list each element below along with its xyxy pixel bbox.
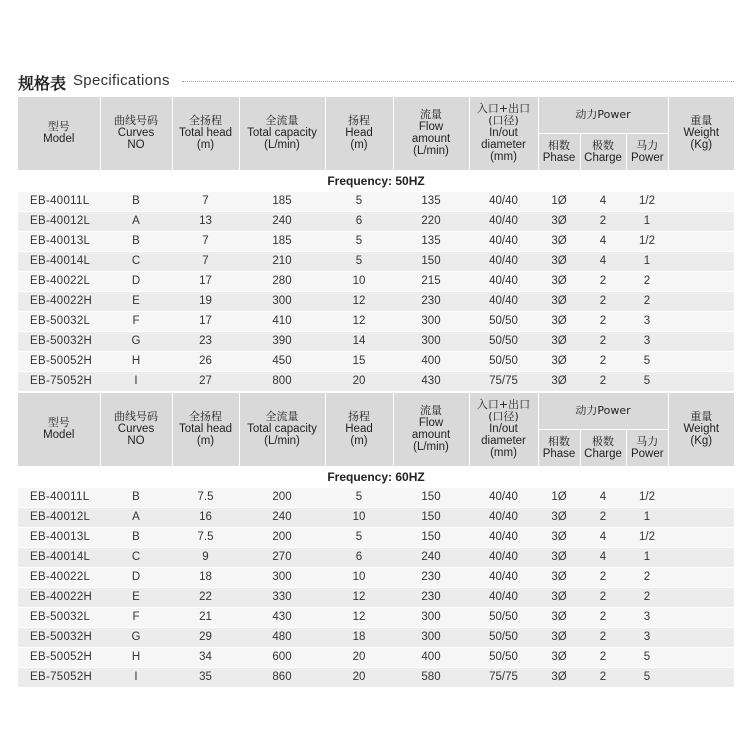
cell-total-head: 17: [172, 311, 239, 331]
cell-hp: 3: [626, 607, 668, 627]
cell-flow: 300: [393, 331, 469, 351]
cell-model: EB-40011L: [18, 192, 100, 212]
cell-weight: [668, 667, 734, 687]
cell-charge: 4: [580, 192, 626, 212]
cell-head: 10: [325, 271, 393, 291]
cell-head: 12: [325, 587, 393, 607]
cell-model: EB-50032L: [18, 311, 100, 331]
cell-diameter: 40/40: [469, 211, 538, 231]
col-phase: 相数 Phase: [538, 429, 580, 466]
cell-total-capacity: 240: [239, 507, 325, 527]
cell-total-capacity: 300: [239, 291, 325, 311]
cell-curves: B: [100, 231, 172, 251]
col-total-capacity: 全流量 Total capacity (L/min): [239, 393, 325, 466]
col-model: 型号 Model: [18, 97, 100, 170]
cell-curves: D: [100, 271, 172, 291]
frequency-row: [18, 466, 734, 488]
col-total-head: 全扬程 Total head (m): [172, 97, 239, 170]
cell-curves: A: [100, 211, 172, 231]
cell-total-head: 9: [172, 547, 239, 567]
col-power-group: 动力Power: [538, 97, 668, 133]
cell-head: 20: [325, 647, 393, 667]
cell-total-head: 7.5: [172, 488, 239, 508]
cell-head: 12: [325, 607, 393, 627]
col-weight: 重量 Weight (Kg): [668, 97, 734, 170]
table-row: [18, 371, 734, 391]
cell-total-capacity: 210: [239, 251, 325, 271]
cell-model: EB-50052H: [18, 351, 100, 371]
cell-flow: 230: [393, 567, 469, 587]
cell-total-capacity: 390: [239, 331, 325, 351]
cell-phase: 3Ø: [538, 527, 580, 547]
col-head: 扬程 Head (m): [325, 97, 393, 170]
table-row: [18, 291, 734, 311]
cell-model: EB-75052H: [18, 667, 100, 687]
table-row: [18, 587, 734, 607]
cell-phase: 3Ø: [538, 371, 580, 391]
col-curves: 曲线号码 Curves NO: [100, 97, 172, 170]
col-hp: 马力 Power: [626, 133, 668, 170]
cell-phase: 1Ø: [538, 192, 580, 212]
cell-head: 12: [325, 291, 393, 311]
cell-head: 20: [325, 371, 393, 391]
cell-charge: 4: [580, 488, 626, 508]
cell-hp: 1: [626, 547, 668, 567]
cell-charge: 2: [580, 607, 626, 627]
cell-phase: 3Ø: [538, 627, 580, 647]
cell-weight: [668, 211, 734, 231]
cell-model: EB-75052H: [18, 371, 100, 391]
cell-total-capacity: 450: [239, 351, 325, 371]
cell-charge: 2: [580, 291, 626, 311]
cell-hp: 3: [626, 627, 668, 647]
cell-weight: [668, 231, 734, 251]
cell-diameter: 75/75: [469, 371, 538, 391]
cell-total-head: 18: [172, 567, 239, 587]
title-english: Specifications: [73, 72, 170, 89]
cell-phase: 3Ø: [538, 231, 580, 251]
cell-curves: F: [100, 607, 172, 627]
col-curves: 曲线号码 Curves NO: [100, 393, 172, 466]
cell-head: 5: [325, 231, 393, 251]
cell-flow: 300: [393, 627, 469, 647]
col-model: 型号 Model: [18, 393, 100, 466]
table-row: [18, 271, 734, 291]
cell-weight: [668, 331, 734, 351]
cell-total-capacity: 430: [239, 607, 325, 627]
cell-total-capacity: 280: [239, 271, 325, 291]
cell-phase: 3Ø: [538, 667, 580, 687]
cell-phase: 3Ø: [538, 251, 580, 271]
cell-total-capacity: 300: [239, 567, 325, 587]
cell-diameter: 50/50: [469, 351, 538, 371]
cell-head: 18: [325, 627, 393, 647]
cell-model: EB-40014L: [18, 547, 100, 567]
cell-flow: 150: [393, 507, 469, 527]
cell-charge: 4: [580, 251, 626, 271]
cell-total-head: 7.5: [172, 527, 239, 547]
cell-diameter: 50/50: [469, 607, 538, 627]
col-flow: 流量 Flow amount (L/min): [393, 393, 469, 466]
table-row: [18, 567, 734, 587]
col-phase: 相数 Phase: [538, 133, 580, 170]
cell-curves: H: [100, 647, 172, 667]
cell-total-capacity: 800: [239, 371, 325, 391]
cell-head: 5: [325, 527, 393, 547]
cell-model: EB-50032H: [18, 331, 100, 351]
cell-charge: 2: [580, 311, 626, 331]
cell-curves: I: [100, 667, 172, 687]
frequency-label: Frequency: 60HZ: [18, 466, 734, 488]
frequency-label: Frequency: 50HZ: [18, 170, 734, 192]
cell-total-head: 34: [172, 647, 239, 667]
cell-phase: 3Ø: [538, 507, 580, 527]
cell-hp: 1/2: [626, 231, 668, 251]
cell-flow: 580: [393, 667, 469, 687]
cell-hp: 1: [626, 251, 668, 271]
cell-weight: [668, 488, 734, 508]
col-total-head: 全扬程 Total head (m): [172, 393, 239, 466]
cell-total-head: 35: [172, 667, 239, 687]
cell-hp: 3: [626, 331, 668, 351]
cell-charge: 2: [580, 567, 626, 587]
cell-model: EB-50032H: [18, 627, 100, 647]
cell-diameter: 50/50: [469, 627, 538, 647]
cell-curves: F: [100, 311, 172, 331]
cell-total-head: 29: [172, 627, 239, 647]
cell-charge: 2: [580, 371, 626, 391]
col-power-group: 动力Power: [538, 393, 668, 429]
cell-curves: B: [100, 527, 172, 547]
cell-total-head: 22: [172, 587, 239, 607]
cell-diameter: 40/40: [469, 488, 538, 508]
cell-curves: B: [100, 192, 172, 212]
cell-curves: A: [100, 507, 172, 527]
cell-phase: 3Ø: [538, 547, 580, 567]
cell-total-head: 7: [172, 231, 239, 251]
cell-total-head: 23: [172, 331, 239, 351]
cell-diameter: 40/40: [469, 231, 538, 251]
cell-phase: 1Ø: [538, 488, 580, 508]
title-divider: [182, 81, 734, 82]
table-row: [18, 507, 734, 527]
table-row: [18, 311, 734, 331]
cell-total-head: 21: [172, 607, 239, 627]
cell-model: EB-50032L: [18, 607, 100, 627]
cell-flow: 240: [393, 547, 469, 567]
cell-model: EB-40014L: [18, 251, 100, 271]
cell-flow: 230: [393, 587, 469, 607]
cell-weight: [668, 192, 734, 212]
col-head: 扬程 Head (m): [325, 393, 393, 466]
cell-flow: 220: [393, 211, 469, 231]
table-row: [18, 667, 734, 687]
cell-charge: 2: [580, 647, 626, 667]
cell-weight: [668, 627, 734, 647]
cell-flow: 430: [393, 371, 469, 391]
cell-head: 20: [325, 667, 393, 687]
cell-total-capacity: 185: [239, 231, 325, 251]
table-row: [18, 527, 734, 547]
col-diameter: 入口+出口 (口径) In/out diameter (mm): [469, 97, 538, 170]
cell-charge: 4: [580, 231, 626, 251]
cell-weight: [668, 607, 734, 627]
cell-phase: 3Ø: [538, 331, 580, 351]
cell-phase: 3Ø: [538, 647, 580, 667]
cell-weight: [668, 291, 734, 311]
cell-flow: 135: [393, 192, 469, 212]
cell-curves: E: [100, 291, 172, 311]
cell-flow: 400: [393, 351, 469, 371]
cell-hp: 5: [626, 647, 668, 667]
cell-head: 10: [325, 567, 393, 587]
table-row: [18, 231, 734, 251]
table-row: [18, 547, 734, 567]
table-row: [18, 251, 734, 271]
cell-hp: 2: [626, 587, 668, 607]
cell-hp: 1: [626, 507, 668, 527]
header-row-top: [18, 393, 734, 429]
cell-diameter: 50/50: [469, 647, 538, 667]
cell-head: 14: [325, 331, 393, 351]
cell-hp: 1/2: [626, 527, 668, 547]
col-total-capacity: 全流量 Total capacity (L/min): [239, 97, 325, 170]
cell-phase: 3Ø: [538, 351, 580, 371]
cell-hp: 5: [626, 371, 668, 391]
cell-model: EB-40022H: [18, 291, 100, 311]
cell-model: EB-40012L: [18, 507, 100, 527]
cell-weight: [668, 271, 734, 291]
frequency-row: [18, 170, 734, 192]
cell-head: 6: [325, 211, 393, 231]
cell-model: EB-40022L: [18, 567, 100, 587]
cell-model: EB-40013L: [18, 527, 100, 547]
spec-table-60hz: [18, 393, 734, 688]
col-weight: 重量 Weight (Kg): [668, 393, 734, 466]
cell-hp: 2: [626, 271, 668, 291]
table-row: [18, 627, 734, 647]
cell-charge: 2: [580, 331, 626, 351]
cell-diameter: 40/40: [469, 291, 538, 311]
cell-flow: 215: [393, 271, 469, 291]
cell-hp: 1/2: [626, 192, 668, 212]
cell-curves: G: [100, 627, 172, 647]
cell-head: 5: [325, 488, 393, 508]
cell-total-head: 26: [172, 351, 239, 371]
cell-charge: 2: [580, 587, 626, 607]
cell-flow: 400: [393, 647, 469, 667]
cell-model: EB-40012L: [18, 211, 100, 231]
cell-model: EB-40013L: [18, 231, 100, 251]
cell-total-head: 16: [172, 507, 239, 527]
cell-diameter: 40/40: [469, 587, 538, 607]
cell-hp: 2: [626, 567, 668, 587]
col-charge: 极数 Charge: [580, 133, 626, 170]
cell-weight: [668, 547, 734, 567]
cell-flow: 300: [393, 311, 469, 331]
cell-charge: 2: [580, 667, 626, 687]
table-row: [18, 647, 734, 667]
cell-weight: [668, 507, 734, 527]
cell-weight: [668, 527, 734, 547]
cell-phase: 3Ø: [538, 311, 580, 331]
cell-weight: [668, 567, 734, 587]
cell-hp: 5: [626, 351, 668, 371]
cell-total-head: 17: [172, 271, 239, 291]
cell-total-capacity: 270: [239, 547, 325, 567]
cell-charge: 2: [580, 271, 626, 291]
cell-total-capacity: 480: [239, 627, 325, 647]
cell-diameter: 40/40: [469, 192, 538, 212]
cell-diameter: 75/75: [469, 667, 538, 687]
cell-head: 15: [325, 351, 393, 371]
title-chinese: 规格表: [18, 74, 67, 93]
table-row: [18, 488, 734, 508]
cell-curves: D: [100, 567, 172, 587]
cell-flow: 150: [393, 527, 469, 547]
header-row-top: [18, 97, 734, 133]
cell-head: 6: [325, 547, 393, 567]
cell-flow: 300: [393, 607, 469, 627]
cell-diameter: 40/40: [469, 547, 538, 567]
table-row: [18, 192, 734, 212]
cell-model: EB-40011L: [18, 488, 100, 508]
col-diameter: 入口+出口 (口径) In/out diameter (mm): [469, 393, 538, 466]
cell-head: 5: [325, 192, 393, 212]
cell-head: 12: [325, 311, 393, 331]
cell-phase: 3Ø: [538, 567, 580, 587]
cell-curves: H: [100, 351, 172, 371]
cell-diameter: 40/40: [469, 527, 538, 547]
cell-curves: I: [100, 371, 172, 391]
cell-curves: C: [100, 251, 172, 271]
cell-diameter: 50/50: [469, 331, 538, 351]
cell-hp: 1: [626, 211, 668, 231]
cell-weight: [668, 311, 734, 331]
cell-curves: G: [100, 331, 172, 351]
cell-diameter: 40/40: [469, 507, 538, 527]
cell-charge: 4: [580, 547, 626, 567]
cell-total-capacity: 240: [239, 211, 325, 231]
cell-hp: 3: [626, 311, 668, 331]
table-row: [18, 331, 734, 351]
cell-diameter: 40/40: [469, 251, 538, 271]
table-row: [18, 211, 734, 231]
cell-total-head: 19: [172, 291, 239, 311]
cell-phase: 3Ø: [538, 271, 580, 291]
cell-head: 10: [325, 507, 393, 527]
cell-flow: 135: [393, 231, 469, 251]
cell-model: EB-40022L: [18, 271, 100, 291]
cell-total-capacity: 860: [239, 667, 325, 687]
cell-charge: 2: [580, 211, 626, 231]
cell-curves: E: [100, 587, 172, 607]
cell-total-capacity: 330: [239, 587, 325, 607]
col-hp: 马力 Power: [626, 429, 668, 466]
cell-head: 5: [325, 251, 393, 271]
cell-model: EB-40022H: [18, 587, 100, 607]
cell-phase: 3Ø: [538, 211, 580, 231]
cell-diameter: 40/40: [469, 271, 538, 291]
cell-phase: 3Ø: [538, 291, 580, 311]
cell-total-capacity: 600: [239, 647, 325, 667]
cell-flow: 230: [393, 291, 469, 311]
cell-curves: B: [100, 488, 172, 508]
cell-weight: [668, 251, 734, 271]
cell-charge: 2: [580, 351, 626, 371]
cell-total-head: 13: [172, 211, 239, 231]
cell-weight: [668, 371, 734, 391]
cell-charge: 2: [580, 507, 626, 527]
cell-total-capacity: 200: [239, 527, 325, 547]
cell-total-head: 7: [172, 251, 239, 271]
cell-weight: [668, 587, 734, 607]
cell-curves: C: [100, 547, 172, 567]
col-flow: 流量 Flow amount (L/min): [393, 97, 469, 170]
cell-total-capacity: 200: [239, 488, 325, 508]
cell-weight: [668, 351, 734, 371]
cell-total-head: 7: [172, 192, 239, 212]
cell-hp: 5: [626, 667, 668, 687]
spec-title: [18, 71, 734, 93]
cell-charge: 4: [580, 527, 626, 547]
cell-flow: 150: [393, 251, 469, 271]
col-charge: 极数 Charge: [580, 429, 626, 466]
cell-flow: 150: [393, 488, 469, 508]
cell-charge: 2: [580, 627, 626, 647]
cell-hp: 1/2: [626, 488, 668, 508]
cell-phase: 3Ø: [538, 607, 580, 627]
table-row: [18, 607, 734, 627]
cell-total-head: 27: [172, 371, 239, 391]
spec-table-50hz: [18, 97, 734, 392]
cell-model: EB-50052H: [18, 647, 100, 667]
cell-total-capacity: 410: [239, 311, 325, 331]
cell-diameter: 50/50: [469, 311, 538, 331]
cell-hp: 2: [626, 291, 668, 311]
cell-total-capacity: 185: [239, 192, 325, 212]
table-row: [18, 351, 734, 371]
cell-weight: [668, 647, 734, 667]
cell-diameter: 40/40: [469, 567, 538, 587]
cell-phase: 3Ø: [538, 587, 580, 607]
